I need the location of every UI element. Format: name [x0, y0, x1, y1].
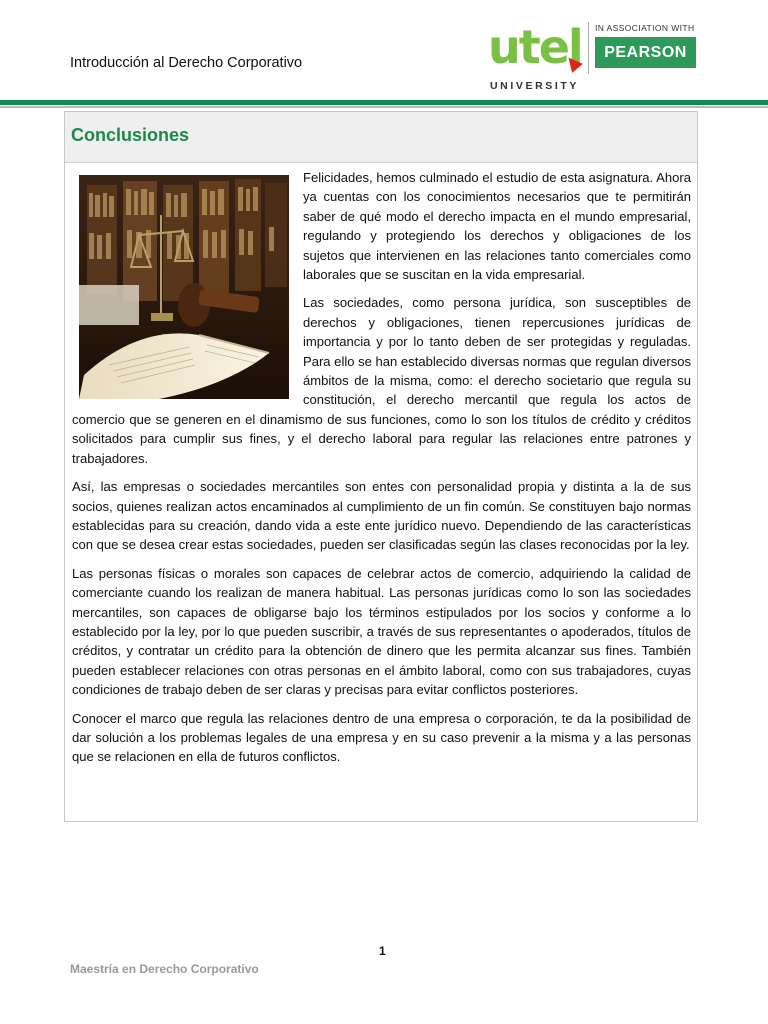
header-rule [0, 100, 768, 105]
section-title: Conclusiones [65, 112, 697, 163]
paragraph: Conocer el marco que regula las relaciones dentro de una empresa o corporación, te da la posibilidad de dar solución a los problemas legales de una empresa y en su caso prevenir a la misma y a las personas que se relacionen en ella de futuros conflictos. [72, 710, 691, 765]
university-label: UNIVERSITY [490, 80, 580, 92]
section-body [65, 163, 697, 767]
utel-wordmark: utel [488, 20, 582, 74]
paragraph: Las personas físicas o morales son capaces de celebrar actos de comercio, adquiriendo la calidad de comerciante cuando los realizan de manera habitual. Las personas jurídicas como lo son las sociedades mercantiles, son capaces de obligarse bajo los términos estipulados por los socios y conforme a lo establecido por la ley, por lo que pueden suscribir, a través de sus representantes o apoderados, títulos de créditos, y contratar un crédito para la obtención de dinero que les permita alcanzar sus fines. También pueden establecer relaciones con otras personas en el ámbito laboral, como con sus trabajadores, cuyas condiciones de trabajo deben de ser claras y precisas para evitar conflictos posteriores. [72, 565, 691, 698]
header-rule-shadow [0, 106, 768, 108]
utel-pearson-logo [488, 20, 698, 92]
paragraph: Así, las empresas o sociedades mercantiles son entes con personalidad propia y distinta a la de sus socios, quienes realizan actos encaminados al cumplimiento de un fin común. Se constituyen bajo normas establecidas para su creación, dando vida a este ente jurídico nuevo. Dependiendo de las características con que se desea crear estas sociedades, pueden ser clasificadas según las clases reconocidas por la ley. [72, 479, 691, 553]
page-number: 1 [379, 944, 386, 958]
logo-divider [588, 22, 589, 74]
footer-program: Maestría en Derecho Corporativo [70, 962, 259, 976]
course-title: Introducción al Derecho Corporativo [70, 55, 303, 71]
paragraph: Felicidades, hemos culminado el estudio de esta asignatura. Ahora ya cuentas con los conocimientos necesarios que te permitirán saber de qué modo el derecho impacta en el mundo empresarial, regulando y protegiendo los derechos y obligaciones de los sujetos que intervienen en las relaciones tanto comerciales como laborales que se suscitan en la vida empresarial. [303, 170, 691, 283]
association-label: IN ASSOCIATION WITH [595, 23, 695, 33]
conclusions-box [64, 111, 698, 822]
pearson-badge: PEARSON [595, 37, 696, 68]
law-library-photo [79, 175, 289, 399]
paragraph: Las sociedades, como persona jurídica, son susceptibles de derechos y obligaciones, tienen repercusiones jurídicas de importancia y por lo tanto deben de ser protegidas y reguladas. Para ello se han establecido diversas normas que regulan diversos ámbitos de la misma, como: el derecho societario que regula su constitución, el derecho mercantil que regula los actos de comercio que se generen en el dinamismo de sus funciones, como lo son los títulos de crédito y créditos solicitados para cumplir sus fines, y el derecho laboral para regular las relaciones entre patrones y trabajadores. [72, 295, 692, 466]
